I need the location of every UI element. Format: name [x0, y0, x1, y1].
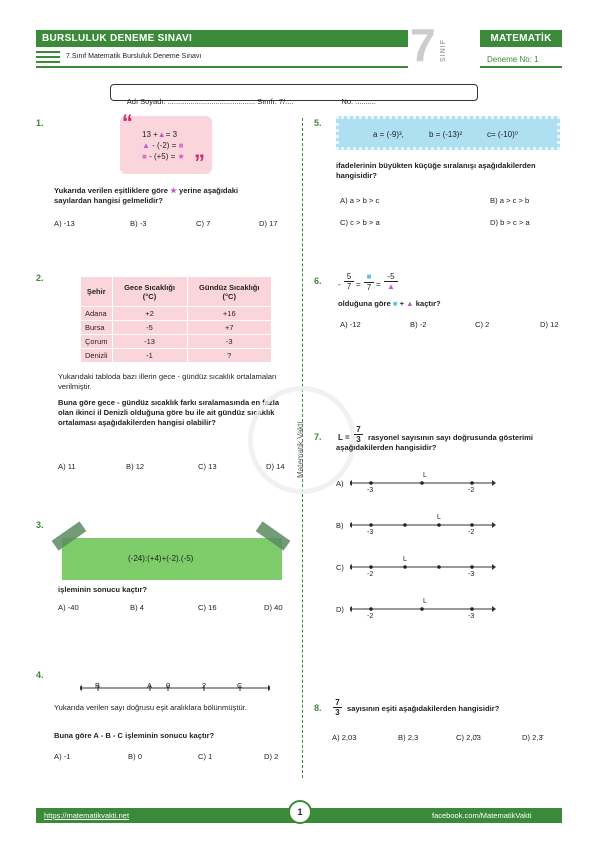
- q1-option-c[interactable]: C) 7: [196, 219, 211, 228]
- q4-option-d[interactable]: D) 2: [264, 752, 279, 761]
- q3-option-c[interactable]: C) 16: [198, 603, 217, 612]
- q1-equations-box: [120, 110, 212, 175]
- q7-L-label: L =: [338, 433, 350, 442]
- q2-table-wrap: [80, 276, 272, 363]
- q6-option-a[interactable]: A) -12: [340, 320, 361, 329]
- q7-option-c[interactable]: [336, 556, 496, 582]
- q8-option-b[interactable]: B) 2,3: [398, 733, 419, 742]
- q2-option-d[interactable]: D) 14: [266, 462, 285, 471]
- q6-option-b[interactable]: B) -2: [410, 320, 427, 329]
- q7-option-a-tick-2: -2: [468, 487, 475, 494]
- q1-eq2: [142, 141, 183, 150]
- footer-website-link[interactable]: https://matematikvakti.net: [44, 811, 130, 820]
- star-icon: ★: [177, 152, 185, 161]
- q2-option-b[interactable]: B) 12: [126, 462, 145, 471]
- q7-option-c-tick-1: -2: [367, 571, 374, 578]
- page-number: 1: [297, 807, 303, 817]
- q8-fraction-num: 7: [333, 698, 342, 708]
- q1-eq2-mid: - (-2) =: [149, 141, 179, 150]
- q6-fraction-1: [344, 272, 354, 291]
- table-cell: -13: [112, 335, 187, 349]
- q7-question: rasyonel sayısının sayı doğrusunda gösterimi aşağıdakilerden hangisidir?: [336, 433, 534, 452]
- q6-question: olduğuna göre ■ + ▲ kaçtır?: [338, 299, 441, 308]
- q5-expr-b: b = (-13)²: [429, 130, 463, 139]
- open-quote-icon: “: [122, 110, 133, 135]
- table-header-cell: Şehir: [81, 277, 113, 307]
- q7-option-c-tick-2: -3: [468, 571, 475, 578]
- table-row: [81, 321, 272, 335]
- equals-sign: =: [376, 280, 381, 289]
- triangle-icon: ▲: [142, 141, 150, 150]
- table-cell: Bursa: [81, 321, 113, 335]
- table-cell: +2: [112, 307, 187, 321]
- q7-option-a-L: L: [423, 472, 427, 479]
- grade-word: SINIF: [440, 39, 447, 62]
- q5-question: ifadelerinin büyükten küçüğe sıralanışı aşağıdakilerden hangisidir?: [336, 161, 536, 180]
- q1-option-a[interactable]: A) -13: [54, 219, 75, 228]
- q4-label-2: 2: [202, 681, 207, 690]
- table-row: [81, 335, 272, 349]
- q8-option-c[interactable]: C) 2,0̄3: [456, 733, 481, 742]
- table-header-row: [81, 277, 272, 307]
- q1-question: [54, 186, 294, 206]
- q3-option-a[interactable]: A) -40: [58, 603, 79, 612]
- q5-ticket-box: [336, 116, 560, 150]
- q1-text-a: Yukarıda verilen eşitliklere göre: [54, 186, 168, 195]
- q7-option-b-tick-2: -2: [468, 529, 475, 536]
- q3-question: işleminin sonucu kaçtır?: [58, 585, 148, 594]
- q6-fraction-3-num: -5: [384, 272, 398, 282]
- q1-text-b: yerine aşağıdaki: [179, 186, 239, 195]
- q8-number: 8.: [314, 703, 322, 713]
- q1-option-d[interactable]: D) 17: [259, 219, 278, 228]
- q5-option-d[interactable]: D) b > c > a: [490, 218, 530, 227]
- q1-option-b[interactable]: B) -3: [130, 219, 147, 228]
- q5-option-b[interactable]: B) a > c > b: [490, 196, 530, 205]
- table-cell: ?: [187, 349, 271, 363]
- q3-number: 3.: [36, 520, 44, 530]
- q2-number: 2.: [36, 273, 44, 283]
- table-cell: -3: [187, 335, 271, 349]
- student-info-box: [110, 84, 478, 106]
- q6-fraction-2: [364, 272, 374, 292]
- q7-fraction-num: 7: [354, 425, 363, 435]
- q6-equation: [338, 272, 458, 298]
- q3-option-d[interactable]: D) 40: [264, 603, 283, 612]
- page-number-badge: [288, 800, 312, 824]
- table-row: [81, 307, 272, 321]
- q4-label-b: B: [95, 681, 101, 690]
- table-cell: -1: [112, 349, 187, 363]
- q4-label-c: C: [237, 681, 243, 690]
- q2-table: [80, 276, 272, 363]
- grade-number: 7: [410, 19, 436, 71]
- close-quote-icon: ”: [194, 150, 205, 175]
- q7-option-d[interactable]: [336, 598, 496, 624]
- q1-eq1: [142, 130, 177, 139]
- subject-title: MATEMATİK: [490, 33, 552, 44]
- q1-text-c: sayılardan hangisi gelmelidir?: [54, 196, 163, 205]
- header-subtitle: 7.Sınıf Matematik Bursluluk Deneme Sınavı: [66, 53, 202, 60]
- q4-number: 4.: [36, 670, 44, 680]
- q6-fraction-3: [384, 272, 398, 291]
- square-icon: ■: [364, 272, 374, 283]
- q6-text-a: olduğuna göre: [338, 299, 391, 308]
- table-cell: +16: [187, 307, 271, 321]
- footer-facebook[interactable]: facebook.com/MatematikVakti: [432, 811, 532, 820]
- student-info-line: Adı Soyadı: .......................................... Sınıfı: 7/.... No: ..........: [126, 97, 377, 106]
- q7-fraction-den: 3: [356, 435, 361, 444]
- equals-sign: =: [356, 280, 361, 289]
- header-menu-icon: [36, 51, 60, 63]
- q7-option-d-tick-1: -2: [367, 613, 374, 620]
- table-cell: +7: [187, 321, 271, 335]
- table-cell: Çorum: [81, 335, 113, 349]
- tape-left-decoration: [52, 521, 87, 550]
- q7-option-a-tick-1: -3: [367, 487, 374, 494]
- q7-option-d-L: L: [423, 598, 427, 605]
- watermark-text: Matematik Vakti: [296, 421, 305, 478]
- tape-right-decoration: [256, 521, 291, 550]
- q8-option-a[interactable]: A) 2,03: [332, 733, 357, 742]
- q4-option-c[interactable]: C) 1: [198, 752, 213, 761]
- table-cell: Denizli: [81, 349, 113, 363]
- q7-option-c-label: C): [336, 563, 344, 572]
- q2-text2: Buna göre gece - gündüz sıcaklık farkı sıralamasında en fazla olan ikinci il Denizli olduğuna göre bu ile ait gündüz sıcaklık ortalaması aşağıdakilerden hangisi olabilir?: [58, 398, 280, 427]
- square-icon: ■: [142, 152, 147, 161]
- minus-sign: -: [338, 280, 341, 289]
- q1-eq1-right: = 3: [165, 130, 178, 139]
- header-title: BURSLULUK DENEME SINAVI: [42, 33, 193, 44]
- q7-option-d-label: D): [336, 605, 344, 614]
- q7-option-b[interactable]: [336, 514, 496, 540]
- header-title-bar: [36, 30, 408, 47]
- q7-option-b-L: L: [437, 514, 441, 521]
- q6-fraction-1-num: 5: [344, 272, 354, 282]
- q5-option-c[interactable]: C) c > b > a: [340, 218, 380, 227]
- table-cell: Adana: [81, 307, 113, 321]
- q2-option-a[interactable]: A) 11: [58, 462, 76, 471]
- q3-option-b[interactable]: B) 4: [130, 603, 144, 612]
- header-underline: [36, 66, 408, 68]
- q1-eq3-mid: - (+5) =: [146, 152, 178, 161]
- q1-number: 1.: [36, 118, 44, 128]
- square-icon: ■: [178, 141, 184, 150]
- triangle-icon: ▲: [157, 130, 166, 139]
- q8-option-d[interactable]: D) 2,3̄: [522, 733, 543, 742]
- exam-number: Deneme No: 1: [487, 55, 539, 64]
- q7-option-c-L: L: [403, 556, 407, 563]
- q8-fraction: [333, 698, 342, 717]
- q6-text-b: kaçtır?: [415, 299, 441, 308]
- triangle-icon: ▲: [387, 282, 395, 291]
- subject-bar: [480, 30, 562, 47]
- q5-number: 5.: [314, 118, 322, 128]
- q8-fraction-den: 3: [335, 708, 340, 717]
- q3-expression: (-24):(+4)+(-2).(-5): [128, 554, 194, 563]
- q6-number: 6.: [314, 276, 322, 286]
- q7-option-d-tick-2: -3: [468, 613, 475, 620]
- q6-fraction-2-den: 7: [366, 283, 372, 292]
- q7-option-b-label: B): [336, 521, 344, 530]
- q4-option-b[interactable]: B) 0: [128, 752, 142, 761]
- star-icon: ★: [170, 186, 177, 195]
- q4-label-0: 0: [166, 681, 171, 690]
- q1-eq3: [142, 152, 185, 161]
- q1-eq1-left: 13 +: [142, 130, 158, 139]
- q6-fraction-1-den: 7: [346, 282, 352, 291]
- q4-text2: Buna göre A - B - C işleminin sonucu kaçtır?: [54, 731, 215, 740]
- q3-expression-box: [62, 538, 282, 580]
- table-row: [81, 349, 272, 363]
- q8-question: sayısının eşiti aşağıdakilerden hangisidir?: [347, 704, 500, 713]
- q7-number: 7.: [314, 432, 322, 442]
- q5-option-a[interactable]: A) a > b > c: [340, 196, 380, 205]
- q7-option-b-tick-1: -3: [367, 529, 374, 536]
- triangle-icon: ▲: [406, 299, 414, 308]
- square-icon: ■: [392, 299, 398, 308]
- q5-expr-a: a = (-9)³,: [373, 130, 404, 139]
- q4-text1: Yukarıda verilen sayı doğrusu eşit aralıklara bölünmüştür.: [54, 703, 247, 712]
- q6-option-d[interactable]: D) 12: [540, 320, 559, 329]
- q7-option-a[interactable]: [336, 472, 496, 498]
- table-cell: -5: [112, 321, 187, 335]
- q2-option-c[interactable]: C) 13: [198, 462, 217, 471]
- q4-option-a[interactable]: A) -1: [54, 752, 71, 761]
- table-header-cell: Gündüz Sıcaklığı (°C): [187, 277, 271, 307]
- q2-text1: Yukarıdaki tabloda bazı illerin gece - gündüz sıcaklık ortalamaları verilmiştir.: [58, 372, 277, 391]
- q6-option-c[interactable]: C) 2: [475, 320, 490, 329]
- q5-expr-c: c= (-10)⁰: [487, 130, 518, 139]
- subject-underline: [480, 66, 562, 68]
- q4-label-a: A: [147, 681, 153, 690]
- q7-option-a-label: A): [336, 479, 344, 488]
- table-header-cell: Gece Sıcaklığı (°C): [112, 277, 187, 307]
